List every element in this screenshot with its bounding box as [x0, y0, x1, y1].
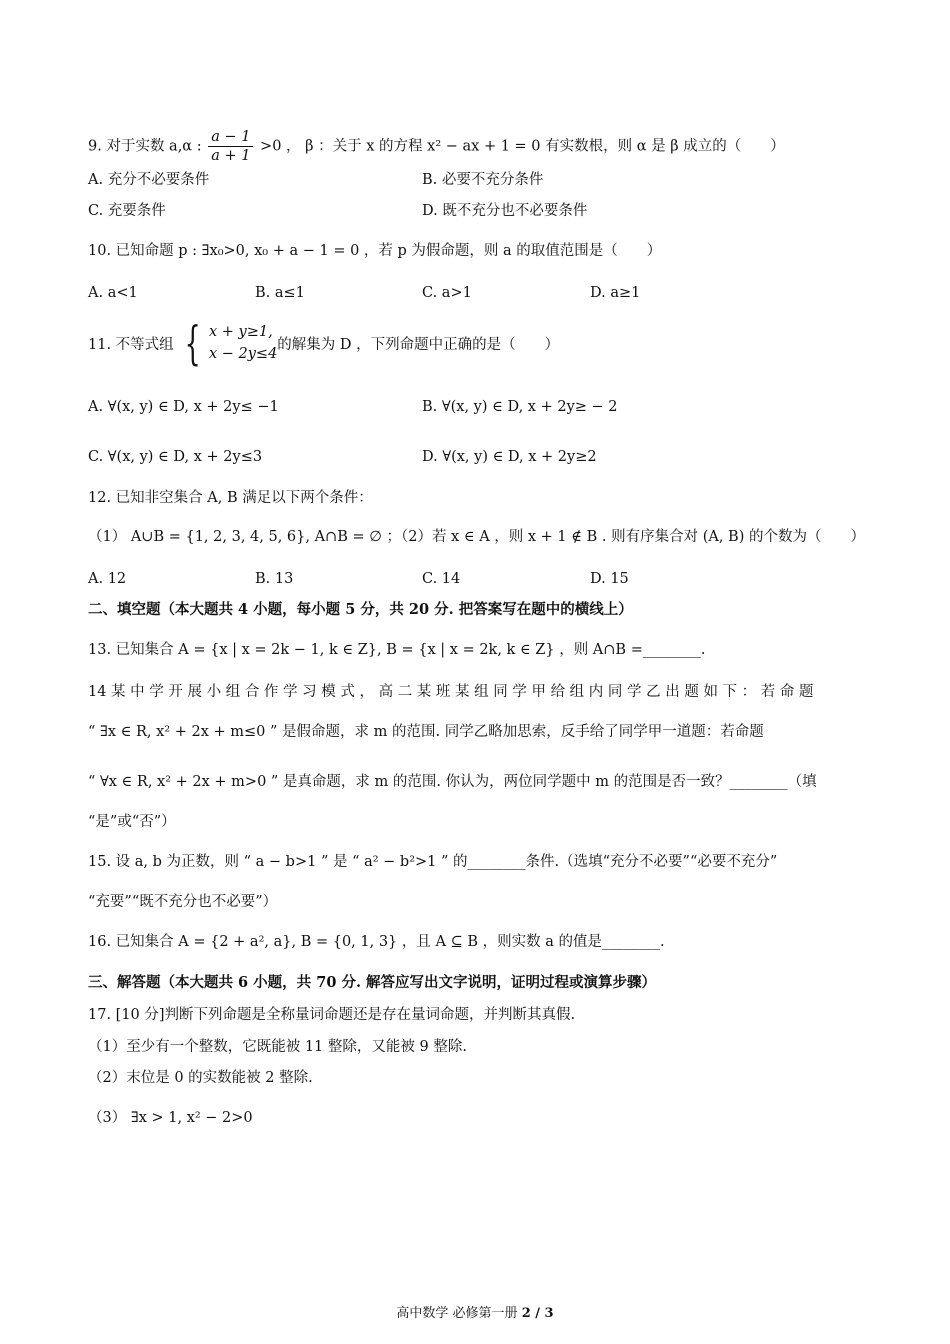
- section-2-heading: 二、填空题（本大题共 4 小题，每小题 5 分，共 20 分. 把答案写在题中的横线上）: [88, 601, 633, 618]
- question-15-line-2: “充要”“既不充分也不必要”）: [88, 894, 278, 910]
- q10-option-c: C. a>1: [422, 285, 472, 301]
- q9-option-d: D. 既不充分也不必要条件: [422, 203, 588, 219]
- question-10: 10. 已知命题 p : ∃x₀>0, x₀ + a − 1 = 0 ，若 p 为假命题，则 a 的取值范围是（ ）: [88, 243, 662, 259]
- q11-suffix: 的解集为 D ，下列命题中正确的是（ ）: [277, 336, 560, 353]
- q17-item-2: （2）末位是 0 的实数能被 2 整除.: [88, 1070, 313, 1086]
- q11-option-a: A. ∀(x, y) ∈ D, x + 2y≤ −1: [88, 399, 279, 415]
- footer-label: 高中数学 必修第一册: [396, 1306, 522, 1321]
- section-3-heading: 三、解答题（本大题共 6 小题，共 70 分. 解答应写出文字说明，证明过程或演算步骤）: [88, 974, 657, 991]
- question-14-line-3: “ ∀x ∈ R, x² + 2x + m>0 ” 是真命题，求 m 的范围. 你认为，两位同学题中 m 的范围是否一致？________（填: [88, 774, 817, 790]
- question-11: [88, 316, 560, 370]
- q12-option-d: D. 15: [590, 571, 629, 587]
- q9-fraction: $\frac{a - 1}{a + 1}$: [208, 128, 253, 165]
- page-footer: [0, 1302, 950, 1321]
- question-16: 16. 已知集合 A = {2 + a², a}, B = {0, 1, 3} ，且 A ⊆ B ，则实数 a 的值是________.: [88, 934, 665, 950]
- q12-option-c: C. 14: [422, 571, 461, 587]
- q17-item-1: （1）至少有一个整数，它既能被 11 整除，又能被 9 整除.: [88, 1039, 467, 1055]
- question-14-line-4: “是”或“否”）: [88, 814, 176, 830]
- q9-option-a: A. 充分不必要条件: [88, 172, 210, 188]
- q12-option-b: B. 13: [255, 571, 294, 587]
- q11-option-c: C. ∀(x, y) ∈ D, x + 2y≤3: [88, 449, 263, 465]
- q17-item-3: （3） ∃x > 1, x² − 2>0: [88, 1110, 253, 1126]
- question-13: 13. 已知集合 A = {x | x = 2k − 1, k ∈ Z}, B = {x | x = 2k, k ∈ Z} ，则 A∩B =________.: [88, 642, 706, 658]
- q12-conditions: （1） A∪B = {1, 2, 3, 4, 5, 6}, A∩B = ∅ ；（2）若 x ∈ A ，则 x + 1 ∉ B . 则有序集合对 (A, B) 的个数为（ ）: [88, 529, 865, 545]
- q9-suffix: >0 ， β ：关于 x 的方程 x² − ax + 1 = 0 有实数根，则 α 是 β 成立的（ ）: [255, 138, 785, 155]
- question-14-line-2: “ ∃x ∈ R, x² + 2x + m≤0 ” 是假命题，求 m 的范围. 同学乙略加思索，反手给了同学甲一道题：若命题: [88, 724, 764, 740]
- question-9: [88, 128, 785, 165]
- q9-option-b: B. 必要不充分条件: [422, 172, 544, 188]
- q11-option-d: D. ∀(x, y) ∈ D, x + 2y≥2: [422, 449, 597, 465]
- q12-option-a: A. 12: [88, 571, 127, 587]
- question-12: 12. 已知非空集合 A, B 满足以下两个条件：: [88, 490, 373, 506]
- left-brace-icon: {: [184, 316, 201, 370]
- q11-prefix: 11. 不等式组: [88, 336, 174, 353]
- q11-inequality-system: x + y≥1, x − 2y≤4: [208, 324, 278, 362]
- q11-option-b: B. ∀(x, y) ∈ D, x + 2y≥ − 2: [422, 399, 618, 415]
- q10-option-d: D. a≥1: [590, 285, 641, 301]
- question-15-line-1: 15. 设 a, b 为正数，则 “ a − b>1 ” 是 “ a² − b²>1 ” 的________条件.（选填“充分不必要”“必要不充分”: [88, 854, 778, 870]
- q9-option-c: C. 充要条件: [88, 203, 166, 219]
- question-14-line-1: 14 某 中 学 开 展 小 组 合 作 学 习 模 式 ， 高 二 某 班 某 组 同 学 甲 给 组 内 同 学 乙 出 题 如 下 ： 若 命 题: [88, 684, 814, 700]
- q10-option-b: B. a≤1: [255, 285, 305, 301]
- question-17: 17. [10 分]判断下列命题是全称量词命题还是存在量词命题，并判断其真假.: [88, 1007, 576, 1023]
- page-number: 2 / 3: [521, 1306, 554, 1321]
- q9-prefix: 9. 对于实数 a,α :: [88, 138, 207, 155]
- q10-option-a: A. a<1: [88, 285, 138, 301]
